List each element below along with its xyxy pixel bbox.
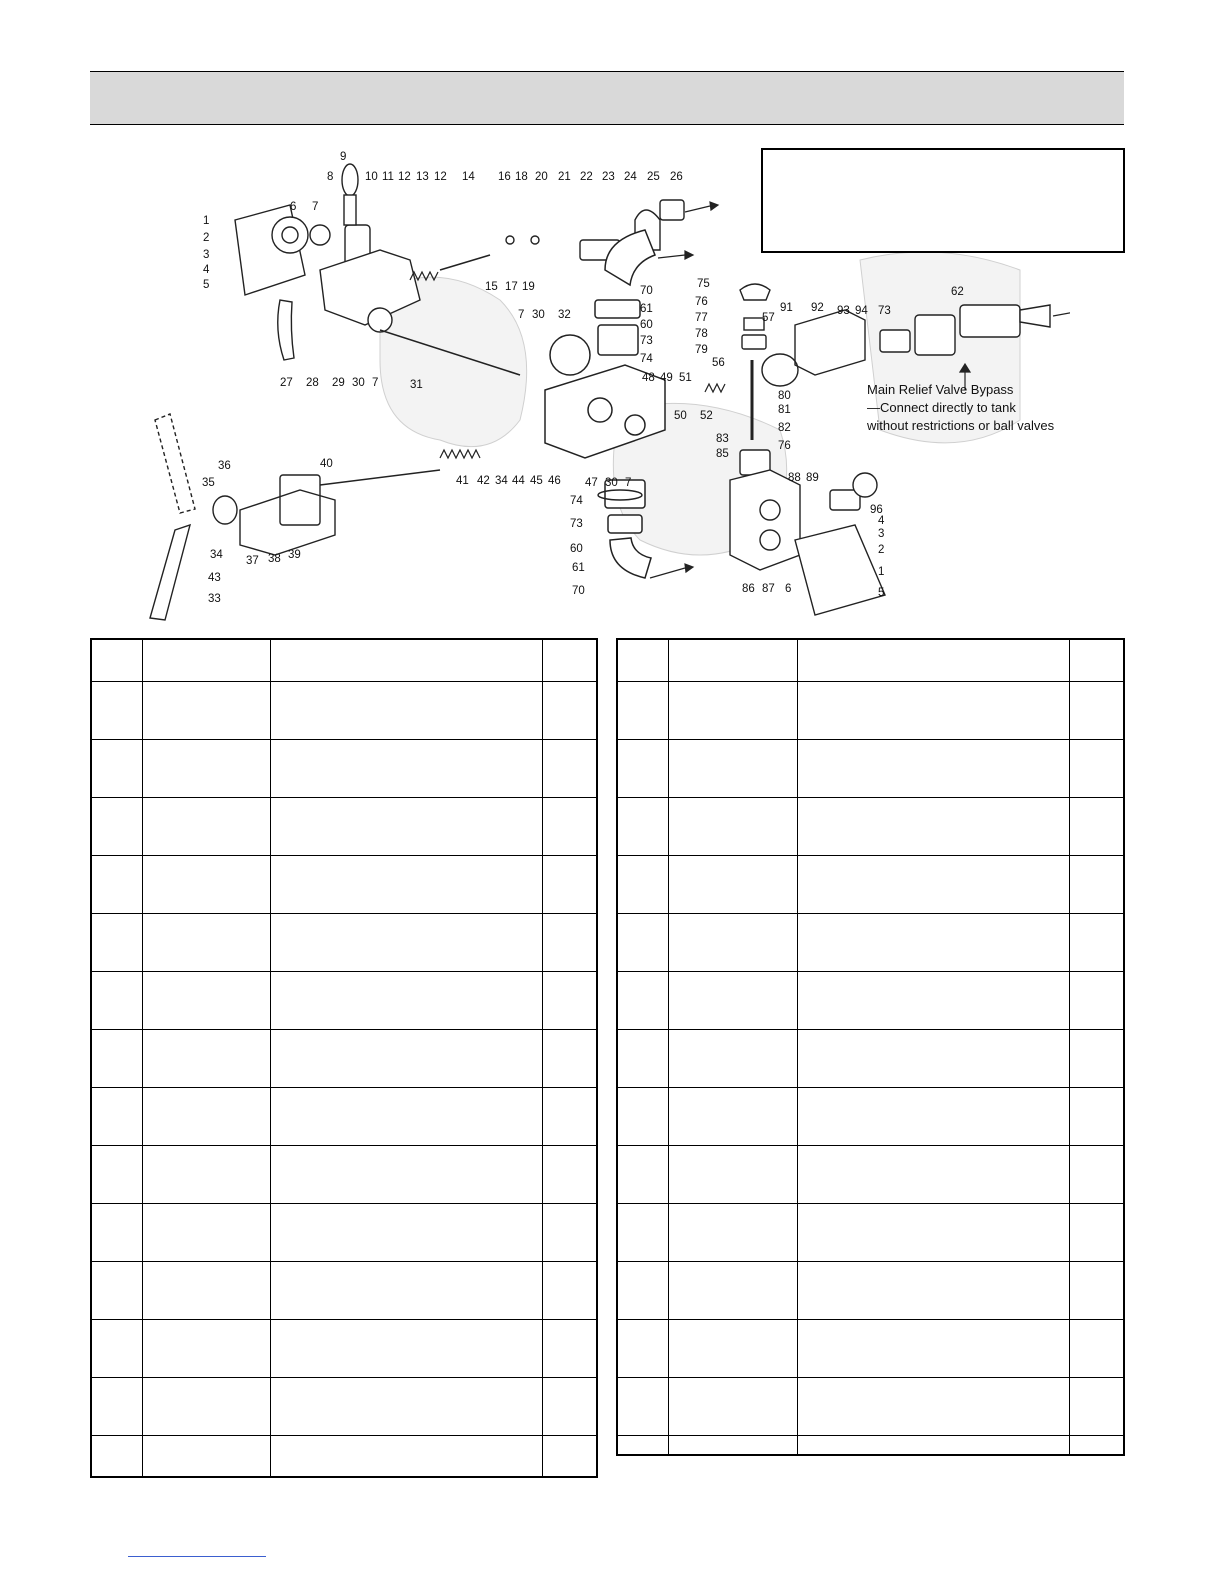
- svg-text:60: 60: [640, 319, 653, 331]
- svg-text:3: 3: [203, 249, 210, 261]
- svg-text:12: 12: [434, 171, 447, 183]
- svg-text:5: 5: [203, 279, 210, 291]
- svg-text:44: 44: [512, 475, 525, 487]
- bypass-label-line-2: —Connect directly to tank: [867, 400, 1016, 415]
- table-header-row: [91, 639, 597, 681]
- svg-text:14: 14: [462, 171, 475, 183]
- svg-text:89: 89: [806, 472, 819, 484]
- svg-text:7: 7: [518, 309, 525, 321]
- table-row: [617, 1029, 1124, 1087]
- svg-text:23: 23: [602, 171, 615, 183]
- svg-text:91: 91: [780, 302, 793, 314]
- svg-text:18: 18: [515, 171, 528, 183]
- svg-text:10: 10: [365, 171, 378, 183]
- svg-text:73: 73: [640, 335, 653, 347]
- svg-text:34: 34: [210, 549, 223, 561]
- svg-text:49: 49: [660, 372, 673, 384]
- svg-text:43: 43: [208, 572, 221, 584]
- svg-text:62: 62: [951, 286, 964, 298]
- svg-text:20: 20: [535, 171, 548, 183]
- svg-text:24: 24: [624, 171, 637, 183]
- table-row: [91, 1261, 597, 1319]
- svg-text:38: 38: [268, 553, 281, 565]
- table-row: [91, 1029, 597, 1087]
- parts-table-right: [616, 638, 1125, 1456]
- table-row: [617, 1435, 1124, 1455]
- svg-text:70: 70: [572, 585, 585, 597]
- svg-text:93: 93: [837, 305, 850, 317]
- svg-text:6: 6: [290, 201, 297, 213]
- svg-text:74: 74: [640, 353, 653, 365]
- svg-text:57: 57: [762, 312, 775, 324]
- svg-text:6: 6: [785, 583, 792, 595]
- svg-text:73: 73: [878, 305, 891, 317]
- svg-text:74: 74: [570, 495, 583, 507]
- svg-text:7: 7: [312, 201, 319, 213]
- svg-text:61: 61: [572, 562, 585, 574]
- table-header-row: [617, 639, 1124, 681]
- table-row: [617, 681, 1124, 739]
- svg-text:4: 4: [203, 264, 210, 276]
- svg-text:35: 35: [202, 477, 215, 489]
- svg-text:21: 21: [558, 171, 571, 183]
- svg-text:50: 50: [674, 410, 687, 422]
- table-row: [617, 739, 1124, 797]
- table-row: [617, 1145, 1124, 1203]
- table-row: [617, 1377, 1124, 1435]
- table-row: [617, 1319, 1124, 1377]
- svg-text:31: 31: [410, 379, 423, 391]
- note-box: [761, 148, 1125, 253]
- table-row: [91, 1087, 597, 1145]
- table-row: [91, 681, 597, 739]
- svg-text:15: 15: [485, 281, 498, 293]
- svg-text:86: 86: [742, 583, 755, 595]
- svg-text:56: 56: [712, 357, 725, 369]
- svg-text:19: 19: [522, 281, 535, 293]
- svg-text:13: 13: [416, 171, 429, 183]
- svg-text:1: 1: [203, 215, 210, 227]
- svg-text:48: 48: [642, 372, 655, 384]
- svg-text:61: 61: [640, 303, 653, 315]
- svg-text:2: 2: [203, 232, 210, 244]
- svg-text:85: 85: [716, 448, 729, 460]
- svg-text:7: 7: [372, 377, 379, 389]
- svg-text:37: 37: [246, 555, 259, 567]
- table-row: [91, 971, 597, 1029]
- bypass-label-line-3: without restrictions or ball valves: [867, 418, 1055, 433]
- table-row: [617, 1203, 1124, 1261]
- table-row: [91, 1319, 597, 1377]
- svg-text:88: 88: [788, 472, 801, 484]
- parts-table-left: [90, 638, 598, 1478]
- table-row: [91, 739, 597, 797]
- table-row: [617, 1261, 1124, 1319]
- svg-text:4: 4: [878, 515, 885, 527]
- svg-text:45: 45: [530, 475, 543, 487]
- svg-text:29: 29: [332, 377, 345, 389]
- svg-text:87: 87: [762, 583, 775, 595]
- svg-text:78: 78: [695, 328, 708, 340]
- svg-text:34: 34: [495, 475, 508, 487]
- svg-text:11: 11: [382, 171, 394, 183]
- svg-text:7: 7: [625, 477, 632, 489]
- svg-text:47: 47: [585, 477, 598, 489]
- svg-text:30: 30: [352, 377, 365, 389]
- table-row: [91, 1377, 597, 1435]
- table-row: [617, 971, 1124, 1029]
- svg-text:51: 51: [679, 372, 692, 384]
- svg-text:73: 73: [570, 518, 583, 530]
- svg-text:75: 75: [697, 278, 710, 290]
- svg-text:9: 9: [340, 151, 347, 163]
- svg-text:1: 1: [878, 566, 885, 578]
- table-row: [91, 1145, 597, 1203]
- svg-text:60: 60: [570, 543, 583, 555]
- svg-text:30: 30: [532, 309, 545, 321]
- svg-text:81: 81: [778, 404, 791, 416]
- svg-text:2: 2: [878, 544, 885, 556]
- svg-text:42: 42: [477, 475, 490, 487]
- svg-text:92: 92: [811, 302, 824, 314]
- svg-text:12: 12: [398, 171, 411, 183]
- svg-text:39: 39: [288, 549, 301, 561]
- table-row: [91, 913, 597, 971]
- table-row: [91, 855, 597, 913]
- table-row: [91, 1203, 597, 1261]
- svg-text:8: 8: [327, 171, 334, 183]
- svg-text:22: 22: [580, 171, 593, 183]
- svg-text:28: 28: [306, 377, 319, 389]
- svg-text:80: 80: [778, 390, 791, 402]
- svg-text:46: 46: [548, 475, 561, 487]
- footer-link-underline[interactable]: [128, 1556, 266, 1557]
- svg-text:52: 52: [700, 410, 713, 422]
- table-row: [617, 1087, 1124, 1145]
- svg-text:25: 25: [647, 171, 660, 183]
- svg-text:82: 82: [778, 422, 791, 434]
- svg-text:77: 77: [695, 312, 708, 324]
- svg-text:32: 32: [558, 309, 571, 321]
- svg-text:96: 96: [870, 504, 883, 516]
- svg-text:94: 94: [855, 305, 868, 317]
- bypass-label-line-1: Main Relief Valve Bypass: [867, 382, 1014, 397]
- svg-text:3: 3: [878, 528, 885, 540]
- svg-text:79: 79: [695, 344, 708, 356]
- table-row: [91, 797, 597, 855]
- svg-text:30: 30: [605, 477, 618, 489]
- svg-text:40: 40: [320, 458, 333, 470]
- svg-text:26: 26: [670, 171, 683, 183]
- svg-text:76: 76: [695, 296, 708, 308]
- svg-text:33: 33: [208, 593, 221, 605]
- svg-text:17: 17: [505, 281, 518, 293]
- section-header-bar: [90, 71, 1124, 125]
- svg-text:41: 41: [456, 475, 469, 487]
- table-row: [91, 1435, 597, 1477]
- svg-text:36: 36: [218, 460, 231, 472]
- table-row: [617, 855, 1124, 913]
- svg-text:16: 16: [498, 171, 511, 183]
- table-row: [617, 797, 1124, 855]
- svg-text:27: 27: [280, 377, 293, 389]
- svg-text:70: 70: [640, 285, 653, 297]
- bypass-note: [866, 382, 1055, 433]
- table-row: [617, 913, 1124, 971]
- svg-text:76: 76: [778, 440, 791, 452]
- svg-text:83: 83: [716, 433, 729, 445]
- svg-text:5: 5: [878, 587, 885, 599]
